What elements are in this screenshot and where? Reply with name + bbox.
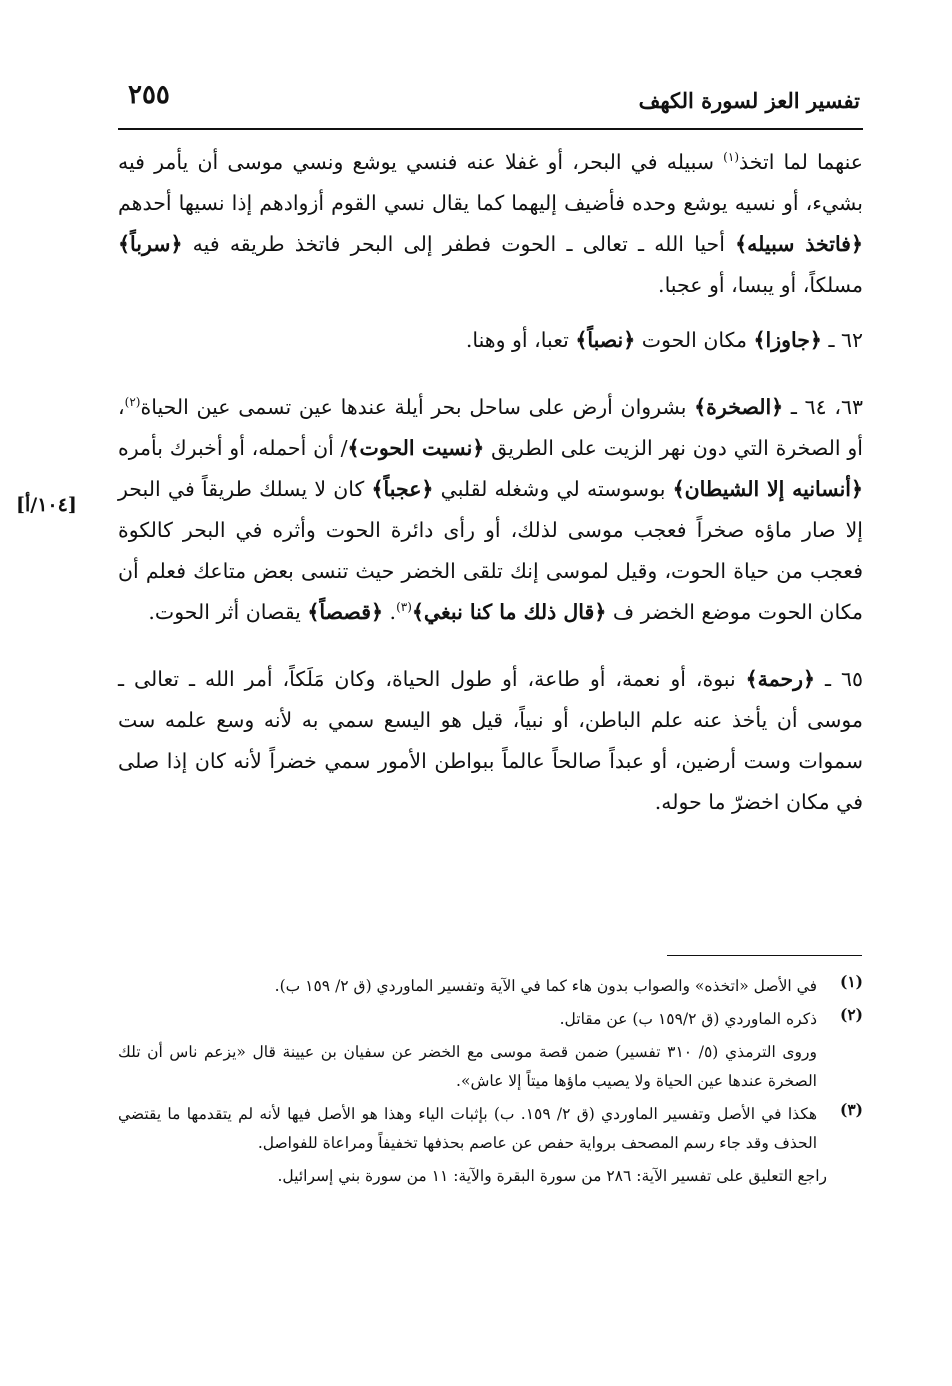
footnote-2 xyxy=(118,1005,863,1034)
margin-folio-note: [١٠٤/أ] xyxy=(16,494,77,516)
footnote-rule xyxy=(667,955,862,956)
footnote-text: ذكره الماوردي (ق ١٥٩/٢ ب) عن مقاتل. xyxy=(559,1010,817,1028)
text-run: مسلكاً، أو يبسا، أو عجبا. xyxy=(658,273,863,297)
text-run: ٦٥ ـ xyxy=(815,667,863,691)
text-run: يقصان أثر الحوت. xyxy=(148,600,308,624)
running-title: تفسير العز لسورة الكهف xyxy=(638,88,860,113)
quran-quote: ﴿قصصاً﴾ xyxy=(307,600,384,624)
footnote-1 xyxy=(118,972,863,1001)
footnote-number: (٢) xyxy=(839,1005,863,1024)
text-run: ٦٣، ٦٤ ـ xyxy=(783,395,863,419)
quran-quote: ﴿رحمة﴾ xyxy=(745,667,816,691)
footnote-text: هكذا في الأصل وتفسير الماوردي (ق ٢/ ١٥٩. ب) بإثبات الياء وهذا هو الأصل فيها لأنه لم يتقدمها ما يقتضي الحذف وقد جاء رسم المصحف برواية حفص عن عاصم بحذفها تخفيفاً ومراعاة للفواصل. xyxy=(118,1105,817,1152)
main-text xyxy=(118,142,863,823)
page-header xyxy=(118,78,860,126)
text-run: . xyxy=(383,600,397,624)
footnote-2-continuation: وروى الترمذي (٥/ ٣١٠ تفسير) ضمن قصة موسى مع الخضر عن سفيان بن عيينة قال «يزعم ناس أن تلك الصخرة عندها عين الحياة ولا يصيب ماؤها ميتاً إلا عاش». xyxy=(118,1043,817,1090)
footnote-number: (١) xyxy=(839,972,863,991)
text-run: ، أو الصخرة التي دون نهر الزيت على الطريق xyxy=(118,395,863,460)
quran-quote: ﴿سرباً﴾ xyxy=(118,232,183,256)
paragraph-2 xyxy=(118,320,863,361)
quran-quote: ﴿جاوزا﴾ xyxy=(753,328,822,352)
text-run: أحيا الله ـ تعالى ـ الحوت فطفر إلى البحر فاتخذ طريقه فيه xyxy=(182,232,736,256)
footnote-ref-1: (١) xyxy=(723,150,739,165)
text-run: بشروان أرض على ساحل بحر أيلة عندها عين تسمى عين الحياة xyxy=(140,395,695,419)
header-rule xyxy=(118,128,863,130)
text-run: نبوة، أو نعمة، أو طاعة، أو طول الحياة، وكان مَلَكاً، أمر الله ـ تعالى ـ موسى أن يأخذ عنه علم الباطن، أو نبياً، قيل هو اليسع سمي به لأنه وسع علمه ست سموات وست أرضين، أو عبداً صالحاً عالماً ببواطن الأمور سمي خضراً لأنه كان إذا صلى في مكان اخضرّ ما حوله. xyxy=(118,667,863,814)
paragraph-1 xyxy=(118,142,863,306)
paragraph-3 xyxy=(118,387,863,633)
footnote-ref-2: (٢) xyxy=(124,395,141,410)
quran-quote: ﴿نسيت الحوت﴾ xyxy=(347,436,485,460)
quran-quote: ﴿أنسانيه إلا الشيطان﴾ xyxy=(672,477,864,501)
quran-quote: ﴿قال ذلك ما كنا نبغي﴾ xyxy=(411,600,607,624)
text-run: عنهما لما اتخذ xyxy=(739,150,863,174)
text-run: ٦٢ ـ xyxy=(821,328,863,352)
text-run: مكان الحوت xyxy=(635,328,754,352)
text-run: بوسوسته لي وشغله لقلبي xyxy=(433,477,673,501)
quran-quote: ﴿الصخرة﴾ xyxy=(694,395,784,419)
footnote-text: في الأصل «اتخذه» والصواب بدون هاء كما في الآية وتفسير الماوردي (ق ٢/ ١٥٩ ب). xyxy=(274,977,817,995)
text-run: كان لا يسلك طريقاً في البحر إلا صار ماؤه صخراً فعجب موسى لذلك، أو رأى دائرة الحوت وأثره في البحر كالكوة فعجب من حياة الحوت، وقيل لموسى إنك تلقى الخضر حيث تنسى بعض متاعك فعلم أن مكان الحوت موضع الخضر ف xyxy=(118,477,863,624)
text-run: تعبا، أو وهنا. xyxy=(465,328,576,352)
paragraph-4 xyxy=(118,659,863,823)
text-run: / أن أحمله، أو أخبرك بأمره xyxy=(118,436,348,460)
page-number: ٢٥٥ xyxy=(128,80,170,110)
quran-quote: ﴿عجباً﴾ xyxy=(371,477,434,501)
footnote-ref-3: (٣) xyxy=(396,600,412,615)
footnote-3 xyxy=(118,1100,863,1158)
text-run: سبيله في البحر، أو غفلا عنه فنسي يوشع ونسي موسى أن يأمر فيه بشيء، أو نسيه يوشع وحده فأضيف إليهما كما يقال نسي القوم أزوادهم إذا نسيها أحدهم xyxy=(118,150,863,215)
footnote-number: (٣) xyxy=(839,1100,863,1119)
footnote-3-continuation: راجع التعليق على تفسير الآية: ٢٨٦ من سورة البقرة والآية: ١١ من سورة بني إسرائيل. xyxy=(277,1167,827,1185)
quran-quote: ﴿فاتخذ سبيله﴾ xyxy=(735,232,863,256)
footnotes xyxy=(118,972,863,1195)
quran-quote: ﴿نصباً﴾ xyxy=(575,328,636,352)
